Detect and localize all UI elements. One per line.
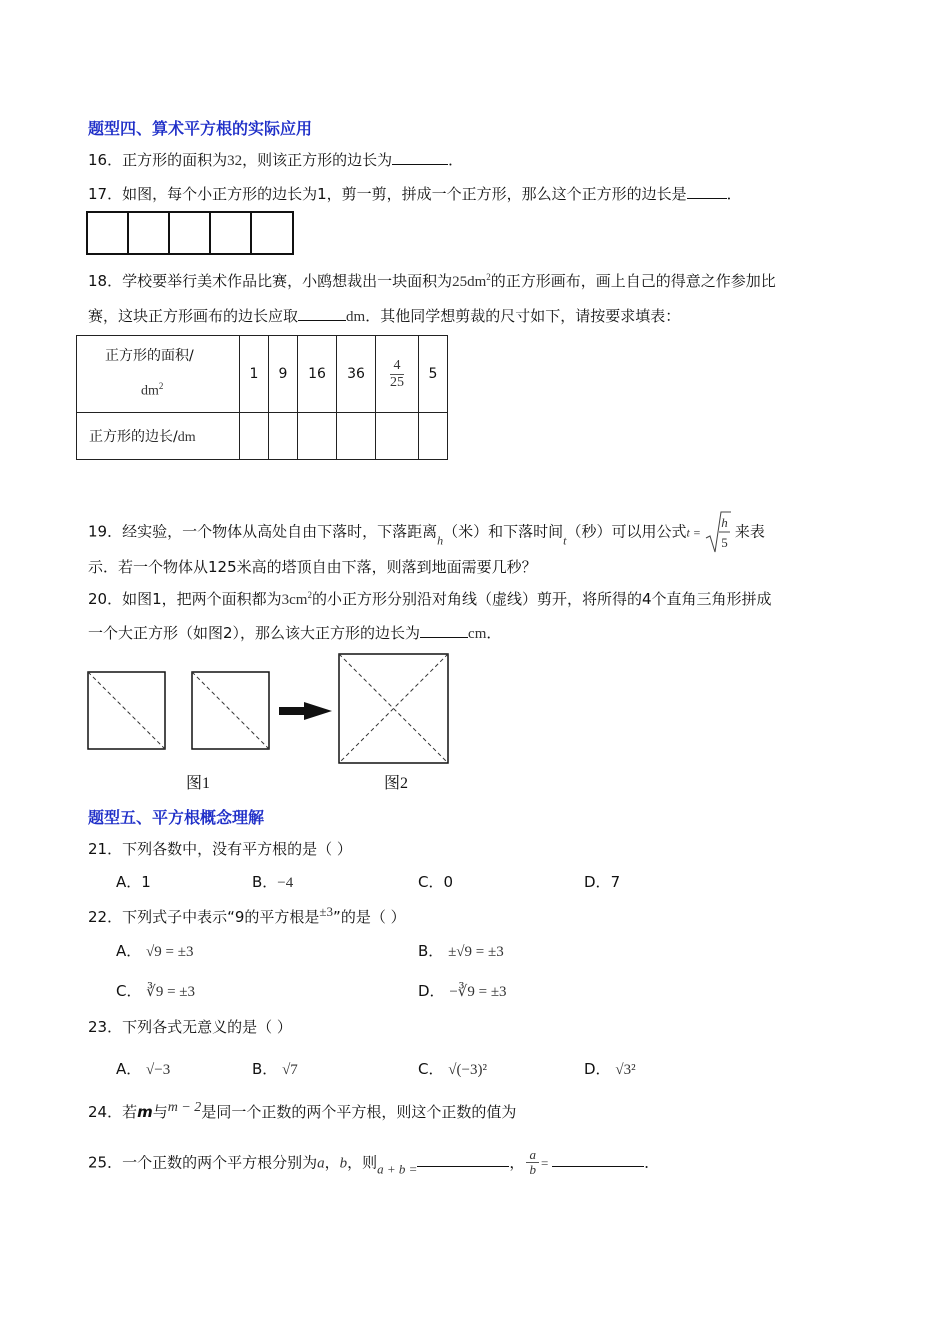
q19-text-post: 来表 [734,522,765,541]
q24-m: m [137,1103,153,1121]
question-20-line1 [88,588,772,609]
q24-mid: 与 [152,1103,168,1121]
option-label: A． [116,942,142,960]
q24-text-post: 是同一个正数的两个平方根，则这个正数的值为 [201,1103,517,1121]
option-label: B． [252,873,278,891]
question-20-line2 [88,622,501,643]
small-square [210,212,251,254]
option-value: √(−3)² [448,1062,487,1078]
option-value: √3² [615,1062,636,1078]
table-header-side [77,413,240,460]
q18-text-2-post: ．其他同学想剪裁的尺寸如下，请按要求填表： [365,307,681,325]
arrow-icon [279,702,332,720]
diagonal-dashed [192,672,269,749]
area-unit: dm [141,383,159,399]
square-table [76,335,448,460]
q16-value: 32 [227,153,243,169]
q20-answer-blank[interactable] [420,623,468,638]
q24-text: 24．若 [88,1103,138,1121]
question-17 [88,183,742,204]
option-label: C． [418,1060,444,1078]
table-cell: 36 [337,336,376,413]
small-square [251,212,293,254]
q25-expr1: a + b = [377,1161,418,1177]
option-value: 1 [141,873,151,891]
option-label: D． [418,982,445,1000]
q23-option-d[interactable] [584,1058,636,1079]
q20-text-2: 一个大正方形（如图2），那么该大正方形的边长为 [88,624,421,642]
small-square [87,212,128,254]
table-cell-fraction [376,336,419,413]
q18-answer-blank[interactable] [298,306,346,321]
q17-end: ． [726,185,742,203]
q25-answer-blank-2[interactable] [552,1152,644,1167]
table-row-side [77,413,448,460]
small-square [169,212,210,254]
q22-option-a[interactable] [116,940,193,961]
q22-option-d[interactable] [418,980,507,1001]
q18-text: 18．学校要举行美术作品比赛，小鸥想裁出一块面积为 [88,272,453,290]
q18-unit: dm [346,309,366,325]
option-label: C． [116,982,142,1000]
q23-option-a[interactable] [116,1058,170,1079]
table-header-area [77,336,240,413]
question-25 [88,1148,659,1178]
q25-comma: ， [324,1153,340,1172]
q25-fraction [526,1148,539,1178]
question-19-line2: 示．若一个物体从125米高的塔顶自由下落，则落到地面需要几秒？ [88,558,537,576]
q18-text-post: 的正方形画布，画上自己的得意之作参加比 [490,272,776,290]
q25-frac-den: b [529,1162,536,1178]
q25-frac-num: a [526,1148,539,1163]
q25-text: 25．一个正数的两个平方根分别为 [88,1153,318,1172]
table-input-cell[interactable] [337,413,376,460]
option-label: A． [116,1060,142,1078]
q22-text: 22．下列式子中表示“9的平方根是 [88,908,320,926]
q22-option-c[interactable] [116,980,195,1001]
q20-text-post: 的小正方形分别沿对角线（虚线）剪开，将所得的4个直角三角形拼成 [311,590,772,608]
option-label: D． [584,873,611,891]
q18-text-2: 赛，这块正方形画布的边长应取 [88,307,299,325]
option-label: D． [584,1060,611,1078]
area-unit-exp: 2 [158,381,164,392]
fig2-label: 图2 [384,775,409,792]
q25-end: ． [644,1153,660,1172]
option-label: B． [418,942,444,960]
side-label: 正方形的边长/ [89,429,178,445]
q22-text-post: ”的是（ ） [333,908,406,926]
fig1-label: 图1 [186,775,211,792]
option-value: √−3 [146,1062,171,1078]
q23-option-c[interactable] [418,1058,487,1079]
q19-t: t [563,533,567,548]
option-value: 0 [443,873,454,891]
q18-area: 25dm [452,274,487,290]
formula-denominator: 5 [721,535,728,550]
q17-text: 17．如图，每个小正方形的边长为1，剪一剪，拼成一个正方形，那么这个正方形的边长是 [88,185,687,203]
question-16 [88,149,463,170]
q20-area: 3cm [281,592,308,608]
option-label: B． [252,1060,278,1078]
q19-h: h [437,533,444,548]
table-input-cell[interactable] [269,413,298,460]
q23-option-b[interactable] [252,1058,298,1079]
q20-area-exp: 2 [307,590,312,600]
option-label: A． [116,873,142,891]
question-21: 21．下列各数中，没有平方根的是（ ） [88,840,352,858]
q18-area-exp: 2 [486,272,491,282]
table-cell: 5 [419,336,448,413]
q24-expr: m − 2 [167,1100,202,1115]
table-cell: 1 [240,336,269,413]
formula-numerator: h [721,515,728,530]
area-label: 正方形的面积/ [105,348,194,365]
q22-option-b[interactable] [418,940,504,961]
option-value: ∛9 = ±3 [146,984,196,1000]
q16-answer-blank[interactable] [392,150,448,165]
table-input-cell[interactable] [376,413,419,460]
table-cell: 16 [298,336,337,413]
frac-denominator: 25 [390,374,404,390]
q16-text: 16．正方形的面积为 [88,151,228,169]
q25-then: ，则 [347,1153,378,1172]
q19-text-mid2: （秒）可以用公式 [566,522,687,541]
table-input-cell[interactable] [298,413,337,460]
q19-text: 19．经实验，一个物体从高处自由下落时，下落距离 [88,522,438,541]
q25-eq: = [540,1155,549,1171]
table-row-area [77,336,448,413]
frac-numerator: 4 [390,358,404,374]
section-heading-5: 题型五、平方根概念理解 [88,808,265,827]
q25-comma2: ， [509,1153,525,1172]
option-value: √7 [282,1062,298,1078]
question-24 [88,1100,516,1122]
side-unit: dm [177,430,196,445]
q25-b: b [339,1155,348,1172]
question-23: 23．下列各式无意义的是（ ） [88,1018,292,1036]
q20-end: ． [486,624,502,642]
small-square [128,212,169,254]
q22-pm3: ±3 [319,904,334,919]
q19-text-mid1: （米）和下落时间 [443,522,564,541]
q17-answer-blank[interactable] [687,184,727,199]
q21-option-b[interactable] [252,871,293,892]
q21-option-a[interactable] [116,871,151,892]
diagonal-dashed [88,672,165,749]
table-cell: 9 [269,336,298,413]
q20-unit: cm [468,626,487,642]
q25-a: a [317,1155,325,1172]
question-18-line2 [88,305,680,326]
table-input-cell[interactable] [240,413,269,460]
q16-end: ． [448,151,464,169]
q20-text: 20．如图1，把两个面积都为 [88,590,282,608]
question-22 [88,904,406,927]
option-value: 7 [610,873,621,891]
option-value: −4 [277,875,294,891]
option-label: C． [418,873,444,891]
q19-formula-lhs: t = [686,525,701,540]
question-18-line1 [88,270,776,291]
question-19-line1 [88,510,765,554]
five-squares-figure [86,211,296,257]
q21-option-d[interactable] [584,871,620,892]
option-value: √9 = ±3 [146,944,194,960]
q21-option-c[interactable] [418,871,453,892]
table-input-cell[interactable] [419,413,448,460]
option-value: ±√9 = ±3 [448,944,504,960]
option-value: −∛9 = ±3 [449,984,507,1000]
q25-answer-blank-1[interactable] [417,1152,509,1167]
section-heading-4: 题型四、算术平方根的实际应用 [88,119,313,138]
q20-figure [84,650,456,800]
q16-text-post: ，则该正方形的边长为 [242,151,393,169]
q19-formula-sqrt [705,510,731,554]
